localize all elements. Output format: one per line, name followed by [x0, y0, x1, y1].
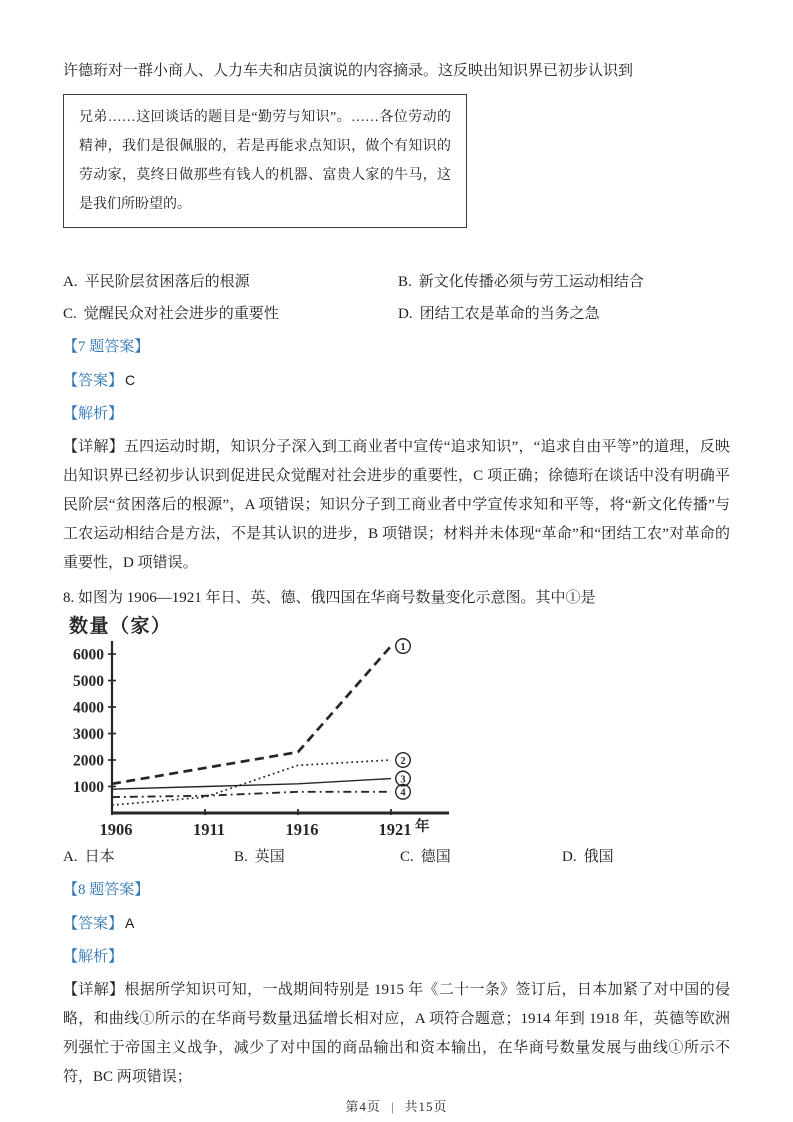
q7-answer-value: C [125, 372, 136, 388]
svg-text:3000: 3000 [73, 726, 104, 743]
svg-text:数量（家）: 数量（家） [69, 616, 172, 637]
q7-option-b: B. 新文化传播必须与劳工运动相结合 [398, 274, 644, 290]
svg-text:2000: 2000 [73, 752, 104, 770]
q7-option-c: C. 觉醒民众对社会进步的重要性 [63, 306, 279, 322]
q8-analysis-label: 【解析】 [63, 949, 124, 965]
q7-answer-line [63, 366, 730, 396]
svg-text:5000: 5000 [73, 673, 104, 690]
q8-answer-line [63, 909, 730, 939]
q8-option-d: D. 俄国 [562, 849, 614, 865]
svg-text:年: 年 [415, 819, 430, 835]
svg-text:1000: 1000 [73, 779, 104, 796]
q8-option-b: B. 英国 [234, 849, 285, 865]
svg-text:3: 3 [400, 774, 406, 786]
q7-answer-label: 【答案】 [63, 373, 124, 389]
q8-answer-header: 【8 题答案】 [63, 882, 150, 898]
q8-stem: 8. 如图为 1906—1921 年日、英、德、俄四国在华商号数量变化示意图。其中①是 [63, 590, 596, 606]
svg-text:4: 4 [400, 787, 406, 799]
q8-options [63, 843, 730, 872]
q8-option-c: C. 德国 [400, 849, 451, 865]
svg-text:1916: 1916 [285, 820, 319, 839]
q8-option-a: A. 日本 [63, 849, 115, 865]
q8-chart-figure [63, 615, 730, 843]
footer-total-pages: 共15页 [404, 1099, 448, 1114]
footer-separator: | [390, 1099, 395, 1114]
q8-chart [63, 615, 463, 843]
page-footer [0, 1096, 793, 1115]
q7-quote-box [63, 94, 467, 228]
q7-detail: 【详解】五四运动时期，知识分子深入到工商业者中宣传“追求知识”，“追求自由平等”的道理，反映出知识界已经初步认识到促进民众觉醒对社会进步的重要性，C 项正确；徐德珩在谈话中没有明确平民阶层“贫困落后的根源”，A 项错误；知识分子到工商业者中学宣传求知和平等，将“新文化传播”与工农运动相结合是方法，不是其认识的进步，B 项错误；材料并未体现“革命”和“团结工农”对革命的重要性，D 项错误。 [63, 439, 730, 571]
q8-answer-value: A [125, 915, 135, 931]
svg-text:1906: 1906 [99, 820, 133, 839]
svg-text:2: 2 [400, 755, 406, 767]
svg-text:1921: 1921 [378, 820, 412, 839]
svg-text:4000: 4000 [73, 699, 104, 717]
svg-text:1911: 1911 [192, 820, 226, 839]
q8-detail: 【详解】根据所学知识可知，一战期间特别是 1915 年《二十一条》签订后，日本加紧了对中国的侵略，和曲线①所示的在华商号数量迅猛增长相对应，A 项符合题意；1914 年到 1918 年，英德等欧洲列强忙于帝国主义战争，减少了对中国的商品输出和资本输出，在华商号数量发展与曲线①所示不符，BC 两项错误； [63, 982, 730, 1085]
q8-answer-label: 【答案】 [63, 916, 124, 932]
svg-text:1: 1 [400, 641, 406, 653]
footer-page-number: 第4页 [345, 1099, 381, 1114]
svg-text:6000: 6000 [73, 646, 104, 664]
q7-answer-header: 【7 题答案】 [63, 339, 150, 355]
q7-option-d: D. 团结工农是革命的当务之急 [398, 306, 600, 322]
q7-option-a: A. 平民阶层贫困落后的根源 [63, 274, 250, 290]
q7-options [63, 268, 730, 329]
q7-quote-text: 兄弟……这回谈话的题目是“勤劳与知识”。……各位劳动的精神，我们是很佩服的，若是再能求点知识，做个有知识的劳动家，莫终日做那些有钱人的机器、富贵人家的牛马，这是我们所盼望的。 [79, 110, 451, 212]
q7-analysis-label: 【解析】 [63, 406, 124, 422]
q7-stem: 许德珩对一群小商人、人力车夫和店员演说的内容摘录。这反映出知识界已初步认识到 [63, 63, 634, 79]
